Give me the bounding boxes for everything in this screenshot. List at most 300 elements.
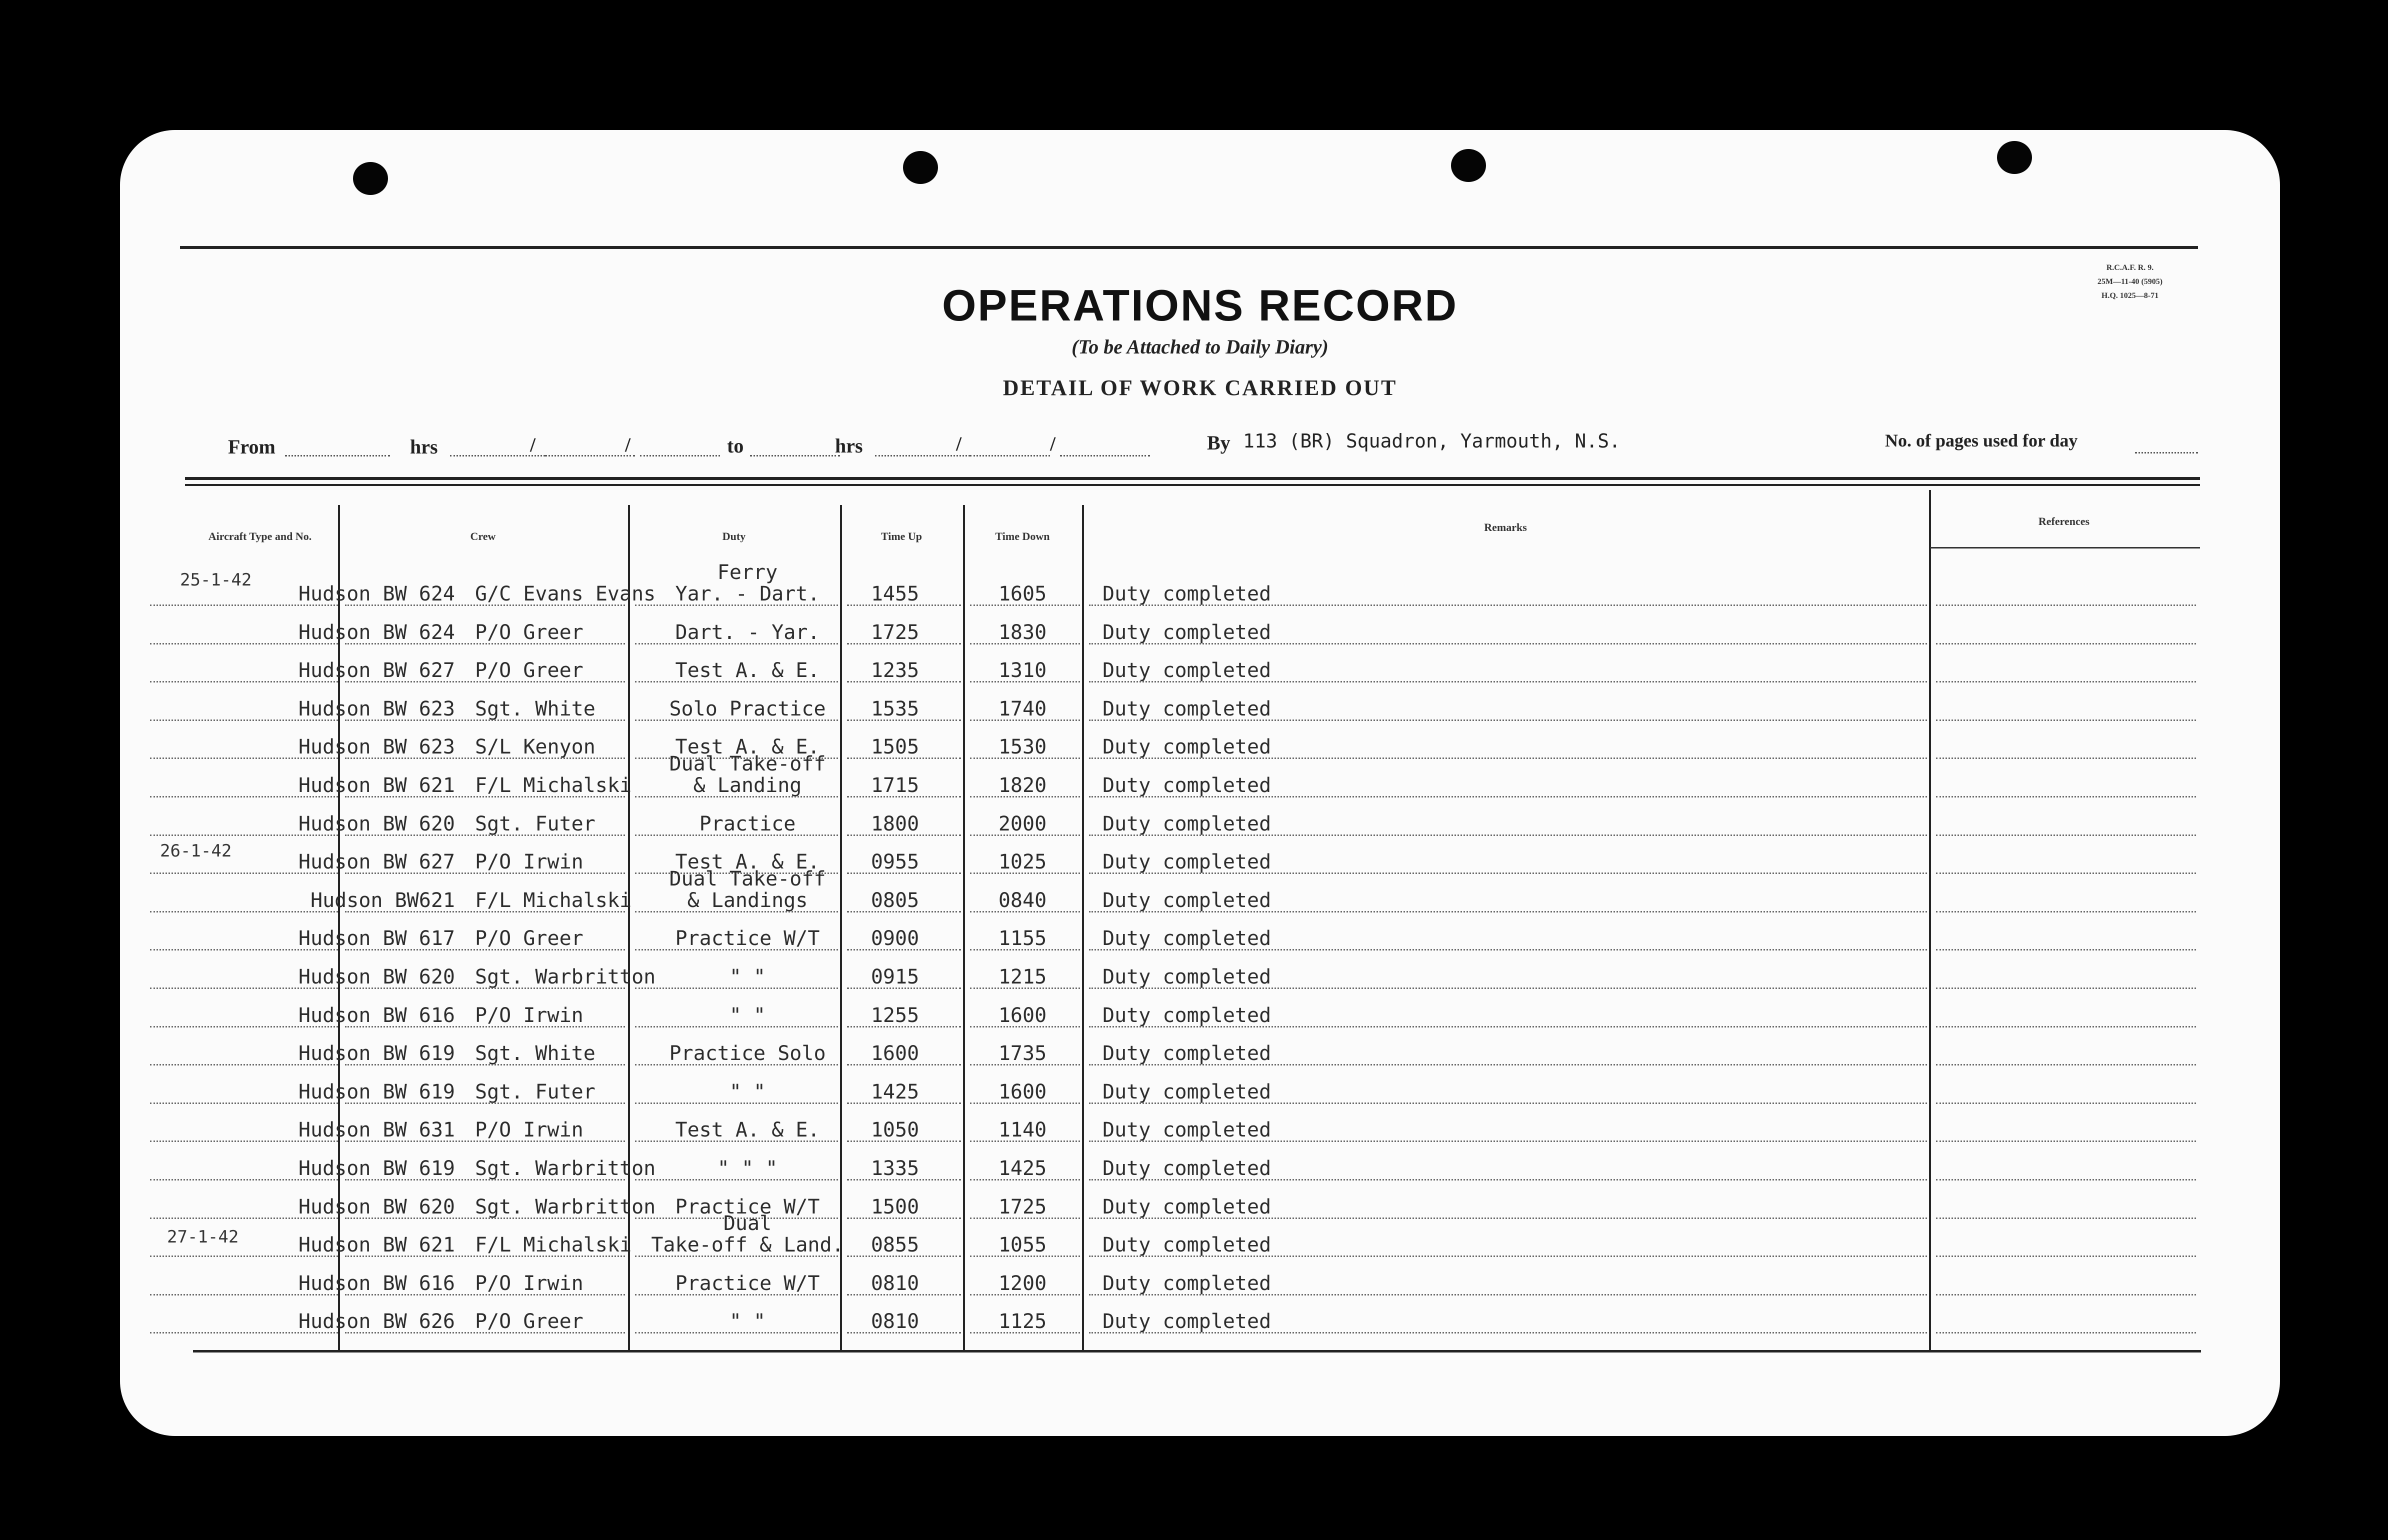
row-rule xyxy=(150,1332,338,1334)
aircraft-cell: Hudson BW 624 xyxy=(298,582,455,606)
duty-cell-upper: Ferry xyxy=(717,561,778,584)
row-rule xyxy=(847,1179,961,1180)
row-rule xyxy=(635,796,838,798)
time-up-cell: 1335 xyxy=(870,1157,920,1180)
row-rule xyxy=(345,1218,625,1219)
row-rule xyxy=(970,1064,1080,1066)
time-down-cell: 1530 xyxy=(998,736,1047,759)
row-rule xyxy=(1089,604,1927,606)
time-down-cell: 1155 xyxy=(998,927,1047,950)
crew-cell: Sgt. Warbritton xyxy=(475,1157,656,1180)
row-rule xyxy=(150,1294,338,1296)
remarks-cell: Duty completed xyxy=(1102,850,1272,874)
form-code-line: 25M—11-40 (5905) xyxy=(2097,278,2163,286)
row-rule xyxy=(847,1064,961,1066)
crew-cell: Sgt. Futer xyxy=(475,812,596,836)
row-rule xyxy=(150,911,338,912)
crew-cell: Sgt. Futer xyxy=(475,1080,596,1104)
row-rule xyxy=(1936,1256,2196,1257)
duty-cell: & Landing xyxy=(693,774,802,797)
row-rule xyxy=(635,720,838,721)
header-time-down: Time Down xyxy=(995,530,1050,542)
duty-cell: Test A. & E. xyxy=(675,736,820,759)
aircraft-cell: Hudson BW 616 xyxy=(298,1004,455,1027)
row-rule xyxy=(345,1140,625,1142)
aircraft-cell: Hudson BW 619 xyxy=(298,1080,455,1104)
crew-cell: P/O Greer xyxy=(475,659,584,682)
aircraft-cell: Hudson BW 616 xyxy=(298,1272,455,1295)
time-up-cell: 0915 xyxy=(870,966,920,988)
row-rule xyxy=(847,681,961,682)
remarks-cell: Duty completed xyxy=(1102,966,1272,988)
aircraft-cell: Hudson BW 617 xyxy=(298,927,455,950)
aircraft-cell: Hudson BW 631 xyxy=(298,1118,455,1142)
slash: / xyxy=(956,432,962,455)
row-rule xyxy=(970,1218,1080,1219)
row-rule xyxy=(345,758,625,759)
row-rule xyxy=(970,1140,1080,1142)
row-rule xyxy=(847,1140,961,1142)
row-rule xyxy=(150,1064,338,1066)
row-rule xyxy=(1089,872,1927,874)
row-rule xyxy=(635,681,838,682)
time-down-cell: 1310 xyxy=(998,659,1047,682)
time-up-cell: 0810 xyxy=(870,1272,920,1295)
row-rule xyxy=(345,1332,625,1334)
remarks-cell: Duty completed xyxy=(1102,1310,1272,1334)
table-row xyxy=(120,951,2280,989)
row-rule xyxy=(150,1102,338,1104)
table-row xyxy=(120,867,2280,912)
row-rule xyxy=(150,796,338,798)
table-bottom-rule xyxy=(193,1350,2201,1352)
row-rule xyxy=(345,1064,625,1066)
row-rule xyxy=(847,720,961,721)
row-rule xyxy=(345,872,625,874)
slash: / xyxy=(530,434,536,456)
time-down-cell: 1740 xyxy=(998,697,1047,720)
duty-cell: " " xyxy=(729,1080,766,1104)
row-rule xyxy=(1936,988,2196,989)
aircraft-cell: Hudson BW 623 xyxy=(298,736,455,759)
duty-cell: Practice Solo xyxy=(669,1042,826,1066)
time-up-cell: 1725 xyxy=(870,620,920,644)
aircraft-cell: Hudson BW 624 xyxy=(298,620,455,644)
row-rule xyxy=(345,1294,625,1296)
table-row xyxy=(120,1142,2280,1180)
row-rule xyxy=(1936,681,2196,682)
crew-cell: Sgt. White xyxy=(475,697,596,720)
time-up-cell: 1505 xyxy=(870,736,920,759)
aircraft-cell: Hudson BW621 xyxy=(310,888,455,912)
duty-cell: Yar. - Dart. xyxy=(675,582,820,606)
table-row xyxy=(120,606,2280,644)
time-up-cell: 1235 xyxy=(870,659,920,682)
crew-cell: P/O Greer xyxy=(475,1310,584,1334)
time-down-cell: 1025 xyxy=(998,850,1047,874)
row-rule xyxy=(150,604,338,606)
crew-cell: S/L Kenyon xyxy=(475,736,596,759)
row-rule xyxy=(150,1218,338,1219)
row-rule xyxy=(847,1256,961,1257)
row-rule xyxy=(970,911,1080,912)
time-down-cell: 1725 xyxy=(998,1195,1047,1218)
time-down-cell: 1605 xyxy=(998,582,1047,606)
row-rule xyxy=(1936,949,2196,950)
aircraft-cell: Hudson BW 627 xyxy=(298,659,455,682)
crew-cell: F/L Michalski xyxy=(475,1234,632,1257)
row-rule xyxy=(1936,911,2196,912)
row-rule xyxy=(1089,1294,1927,1296)
time-down-cell: 1600 xyxy=(998,1080,1047,1104)
time-up-cell: 1800 xyxy=(870,812,920,836)
duty-cell: Test A. & E. xyxy=(675,1118,820,1142)
row-rule xyxy=(847,872,961,874)
crew-cell: Sgt. Warbritton xyxy=(475,966,656,988)
time-down-cell: 1735 xyxy=(998,1042,1047,1066)
row-rule xyxy=(635,1294,838,1296)
table-row xyxy=(120,1181,2280,1219)
date-note: 26-1-42 xyxy=(160,841,232,861)
row-rule xyxy=(1089,681,1927,682)
duty-cell: Dart. - Yar. xyxy=(675,620,820,644)
row-rule xyxy=(635,988,838,989)
row-rule xyxy=(345,1179,625,1180)
remarks-cell: Duty completed xyxy=(1102,1272,1272,1295)
table-row xyxy=(120,1066,2280,1104)
row-rule xyxy=(847,1026,961,1028)
row-rule xyxy=(150,1179,338,1180)
duty-cell: Test A. & E. xyxy=(675,659,820,682)
table-row xyxy=(120,1028,2280,1066)
row-rule xyxy=(635,1026,838,1028)
crew-cell: Sgt. White xyxy=(475,1042,596,1066)
row-rule xyxy=(635,1140,838,1142)
time-up-cell: 0810 xyxy=(870,1310,920,1334)
remarks-cell: Duty completed xyxy=(1102,620,1272,644)
row-rule xyxy=(150,643,338,644)
row-rule xyxy=(150,1256,338,1257)
row-rule xyxy=(1936,1140,2196,1142)
row-rule xyxy=(635,1179,838,1180)
row-rule xyxy=(847,911,961,912)
remarks-cell: Duty completed xyxy=(1102,812,1272,836)
row-rule xyxy=(847,643,961,644)
row-rule xyxy=(1936,834,2196,836)
row-rule xyxy=(970,604,1080,606)
time-up-cell: 0805 xyxy=(870,888,920,912)
row-rule xyxy=(345,1102,625,1104)
row-rule xyxy=(635,1064,838,1066)
table-row xyxy=(120,912,2280,950)
to-label: to xyxy=(727,434,744,457)
row-rule xyxy=(635,643,838,644)
remarks-cell: Duty completed xyxy=(1102,927,1272,950)
row-rule xyxy=(150,681,338,682)
form-code-line: H.Q. 1025—8-71 xyxy=(2101,292,2159,300)
date-note: 27-1-42 xyxy=(167,1227,239,1247)
row-rule xyxy=(150,988,338,989)
row-rule xyxy=(847,1218,961,1219)
header-time-up: Time Up xyxy=(880,530,922,542)
row-rule xyxy=(970,1102,1080,1104)
row-rule xyxy=(345,604,625,606)
duty-cell-upper: Dual Take-off xyxy=(669,752,826,776)
by-label: By xyxy=(1207,432,1230,454)
table-row xyxy=(120,990,2280,1028)
row-rule xyxy=(970,949,1080,950)
row-rule xyxy=(1936,1064,2196,1066)
crew-cell: P/O Irwin xyxy=(475,1118,584,1142)
duty-cell: Practice W/T xyxy=(675,1272,820,1295)
row-rule xyxy=(1089,949,1927,950)
form-code-line: R.C.A.F. R. 9. xyxy=(2106,264,2154,272)
slash: / xyxy=(1050,432,1056,455)
remarks-cell: Duty completed xyxy=(1102,1004,1272,1027)
aircraft-cell: Hudson BW 627 xyxy=(298,850,455,874)
time-up-cell: 1535 xyxy=(870,697,920,720)
row-rule xyxy=(345,643,625,644)
row-rule xyxy=(1089,1064,1927,1066)
row-rule xyxy=(1936,872,2196,874)
aircraft-cell: Hudson BW 619 xyxy=(298,1157,455,1180)
time-up-cell: 1600 xyxy=(870,1042,920,1066)
time-up-cell: 0955 xyxy=(870,850,920,874)
pages-label: No. of pages used for day xyxy=(1885,430,2078,450)
page-subtitle: (To be Attached to Daily Diary) xyxy=(1072,336,1328,358)
time-up-cell: 1455 xyxy=(870,582,920,606)
duty-cell: " " xyxy=(729,1310,766,1334)
row-rule xyxy=(345,988,625,989)
row-rule xyxy=(970,1332,1080,1334)
duty-cell-upper: Dual xyxy=(723,1212,772,1236)
row-rule xyxy=(150,1026,338,1028)
remarks-cell: Duty completed xyxy=(1102,1234,1272,1257)
row-rule xyxy=(1089,988,1927,989)
row-rule xyxy=(1936,796,2196,798)
row-rule xyxy=(150,872,338,874)
time-up-cell: 1425 xyxy=(870,1080,920,1104)
time-down-cell: 1820 xyxy=(998,774,1047,797)
row-rule xyxy=(970,720,1080,721)
row-rule xyxy=(970,872,1080,874)
duty-cell: " " xyxy=(729,966,766,988)
detail-heading: DETAIL OF WORK CARRIED OUT xyxy=(1002,376,1398,400)
row-rule xyxy=(1089,758,1927,759)
row-rule xyxy=(847,834,961,836)
row-rule xyxy=(345,949,625,950)
time-down-cell: 1125 xyxy=(998,1310,1047,1334)
remarks-cell: Duty completed xyxy=(1102,1042,1272,1066)
row-rule xyxy=(1936,1179,2196,1180)
remarks-cell: Duty completed xyxy=(1102,582,1272,606)
duty-cell: Take-off & Land. xyxy=(651,1234,844,1257)
row-rule xyxy=(1089,1218,1927,1219)
row-rule xyxy=(970,834,1080,836)
crew-cell: P/O Irwin xyxy=(475,1272,584,1295)
crew-cell: F/L Michalski xyxy=(475,774,632,797)
table-row xyxy=(120,1258,2280,1296)
duty-cell: " " " xyxy=(717,1157,778,1180)
time-up-cell: 1050 xyxy=(870,1118,920,1142)
row-rule xyxy=(1089,1332,1927,1334)
row-rule xyxy=(635,949,838,950)
time-down-cell: 0840 xyxy=(998,888,1047,912)
remarks-cell: Duty completed xyxy=(1102,736,1272,759)
time-down-cell: 1830 xyxy=(998,620,1047,644)
duty-cell: Test A. & E. xyxy=(675,850,820,874)
from-label: From xyxy=(228,436,276,458)
row-rule xyxy=(1936,643,2196,644)
table-row xyxy=(120,561,2280,606)
aircraft-cell: Hudson BW 620 xyxy=(298,812,455,836)
header-crew: Crew xyxy=(470,530,496,542)
time-up-cell: 0900 xyxy=(870,927,920,950)
row-rule xyxy=(1936,604,2196,606)
table-row xyxy=(120,836,2280,874)
slash: / xyxy=(625,434,631,456)
row-rule xyxy=(970,1026,1080,1028)
row-rule xyxy=(1089,720,1927,721)
table-row xyxy=(120,644,2280,682)
header-duty: Duty xyxy=(722,530,746,542)
time-down-cell: 1215 xyxy=(998,966,1047,988)
row-rule xyxy=(847,1294,961,1296)
remarks-cell: Duty completed xyxy=(1102,888,1272,912)
table-row xyxy=(120,1104,2280,1142)
row-rule xyxy=(345,834,625,836)
row-rule xyxy=(1936,1218,2196,1219)
row-rule xyxy=(1089,1256,1927,1257)
remarks-cell: Duty completed xyxy=(1102,659,1272,682)
aircraft-cell: Hudson BW 620 xyxy=(298,966,455,988)
row-rule xyxy=(345,911,625,912)
time-up-cell: 1255 xyxy=(870,1004,920,1027)
row-rule xyxy=(847,949,961,950)
hrs-label: hrs xyxy=(835,434,863,457)
aircraft-cell: Hudson BW 620 xyxy=(298,1195,455,1218)
crew-cell: P/O Irwin xyxy=(475,1004,584,1027)
duty-cell: Practice W/T xyxy=(675,927,820,950)
row-rule xyxy=(635,604,838,606)
row-rule xyxy=(847,604,961,606)
remarks-cell: Duty completed xyxy=(1102,774,1272,797)
row-rule xyxy=(1936,1026,2196,1028)
table-row xyxy=(120,752,2280,798)
remarks-cell: Duty completed xyxy=(1102,1118,1272,1142)
row-rule xyxy=(847,796,961,798)
table-row xyxy=(120,1212,2280,1257)
row-rule xyxy=(1936,720,2196,721)
row-rule xyxy=(970,988,1080,989)
row-rule xyxy=(150,720,338,721)
row-rule xyxy=(635,1102,838,1104)
row-rule xyxy=(635,1256,838,1257)
time-down-cell: 1140 xyxy=(998,1118,1047,1142)
time-down-cell: 1055 xyxy=(998,1234,1047,1257)
row-rule xyxy=(1089,911,1927,912)
row-rule xyxy=(345,681,625,682)
crew-cell: P/O Greer xyxy=(475,620,584,644)
time-down-cell: 1425 xyxy=(998,1157,1047,1180)
row-rule xyxy=(150,949,338,950)
aircraft-cell: Hudson BW 621 xyxy=(298,1234,455,1257)
aircraft-cell: Hudson BW 619 xyxy=(298,1042,455,1066)
row-rule xyxy=(345,796,625,798)
remarks-cell: Duty completed xyxy=(1102,1080,1272,1104)
table-row xyxy=(120,683,2280,721)
time-down-cell: 2000 xyxy=(998,812,1047,836)
remarks-cell: Duty completed xyxy=(1102,1195,1272,1218)
row-rule xyxy=(150,758,338,759)
duty-cell: Practice xyxy=(699,812,796,836)
row-rule xyxy=(150,834,338,836)
crew-cell: G/C Evans Evans xyxy=(475,582,656,606)
row-rule xyxy=(1936,1294,2196,1296)
row-rule xyxy=(1936,1332,2196,1334)
row-rule xyxy=(847,1332,961,1334)
header-aircraft: Aircraft Type and No. xyxy=(208,530,312,542)
record-table xyxy=(120,130,2280,1436)
aircraft-cell: Hudson BW 621 xyxy=(298,774,455,797)
row-rule xyxy=(345,720,625,721)
time-up-cell: 1715 xyxy=(870,774,920,797)
row-rule xyxy=(1936,1102,2196,1104)
aircraft-cell: Hudson BW 623 xyxy=(298,697,455,720)
duty-cell-upper: Dual Take-off xyxy=(669,867,826,890)
row-rule xyxy=(847,1102,961,1104)
duty-cell: & Landings xyxy=(687,888,808,912)
row-rule xyxy=(970,758,1080,759)
row-rule xyxy=(1089,1026,1927,1028)
crew-cell: Sgt. Warbritton xyxy=(475,1195,656,1218)
row-rule xyxy=(970,643,1080,644)
remarks-cell: Duty completed xyxy=(1102,697,1272,720)
row-rule xyxy=(970,796,1080,798)
row-rule xyxy=(1936,758,2196,759)
table-row xyxy=(120,798,2280,836)
row-rule xyxy=(635,834,838,836)
remarks-cell: Duty completed xyxy=(1102,1157,1272,1180)
table-row xyxy=(120,721,2280,759)
row-rule xyxy=(1089,834,1927,836)
aircraft-cell: Hudson BW 626 xyxy=(298,1310,455,1334)
crew-cell: P/O Irwin xyxy=(475,850,584,874)
row-rule xyxy=(150,1140,338,1142)
row-rule xyxy=(635,1332,838,1334)
crew-cell: P/O Greer xyxy=(475,927,584,950)
row-rule xyxy=(1089,1102,1927,1104)
duty-cell: " " xyxy=(729,1004,766,1027)
duty-cell: Solo Practice xyxy=(669,697,826,720)
row-rule xyxy=(1089,796,1927,798)
row-rule xyxy=(970,681,1080,682)
row-rule xyxy=(847,988,961,989)
row-rule xyxy=(1089,1140,1927,1142)
row-rule xyxy=(970,1179,1080,1180)
duty-cell: Practice W/T xyxy=(675,1195,820,1218)
row-rule xyxy=(345,1026,625,1028)
row-rule xyxy=(847,758,961,759)
date-note: 25-1-42 xyxy=(180,570,252,590)
squadron-name: 113 (BR) Squadron, Yarmouth, N.S. xyxy=(1243,430,1620,452)
page-title: OPERATIONS RECORD xyxy=(942,280,1458,330)
time-down-cell: 1200 xyxy=(998,1272,1047,1295)
time-down-cell: 1600 xyxy=(998,1004,1047,1027)
time-up-cell: 1500 xyxy=(870,1195,920,1218)
row-rule xyxy=(1089,1179,1927,1180)
row-rule xyxy=(970,1294,1080,1296)
